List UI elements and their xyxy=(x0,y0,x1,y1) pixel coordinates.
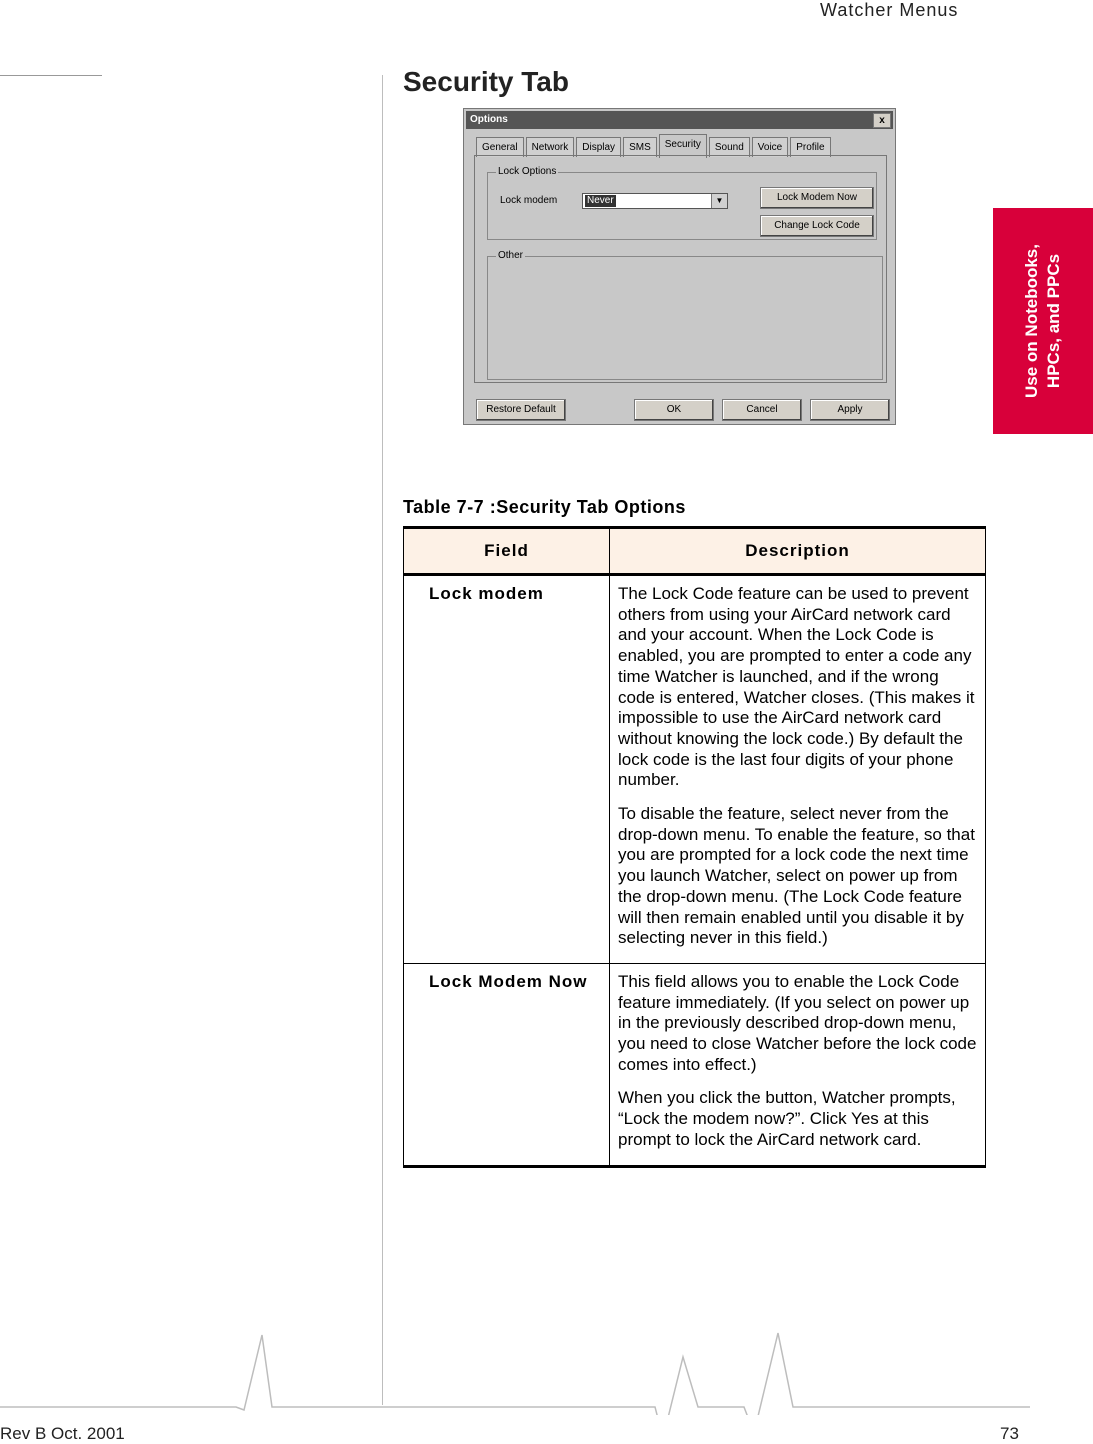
page-number: 73 xyxy=(1000,1424,1019,1443)
ok-button[interactable]: OK xyxy=(634,399,714,421)
margin-rule xyxy=(382,75,383,1405)
description-paragraph: When you click the button, Watcher prompts, “Lock the modem now?”. Click Yes at this prompt to lock the AirCard network card. xyxy=(618,1088,956,1149)
footer-wave-decoration xyxy=(0,1325,1093,1415)
header-field: Field xyxy=(404,528,610,575)
tab-sound[interactable]: Sound xyxy=(709,137,750,157)
security-tab-panel xyxy=(474,155,887,383)
table-row xyxy=(404,963,986,1166)
tab-network[interactable]: Network xyxy=(526,137,575,157)
tab-display[interactable]: Display xyxy=(576,137,621,157)
other-group xyxy=(487,250,883,380)
section-title: Security Tab xyxy=(403,66,569,97)
apply-button[interactable]: Apply xyxy=(810,399,890,421)
restore-default-button[interactable]: Restore Default xyxy=(476,399,566,421)
dialog-tabs xyxy=(476,137,833,157)
lock-modem-select[interactable] xyxy=(582,193,728,209)
row-field: Lock Modem Now xyxy=(404,963,610,1166)
chapter-side-tab xyxy=(993,208,1093,434)
tab-profile[interactable]: Profile xyxy=(790,137,830,157)
top-rule xyxy=(0,75,102,76)
close-icon[interactable]: x xyxy=(873,113,891,128)
change-lock-code-button[interactable]: Change Lock Code xyxy=(760,215,874,237)
security-options-table xyxy=(403,526,986,1168)
running-header: Watcher Menus xyxy=(820,0,959,20)
dialog-titlebar xyxy=(466,111,893,129)
side-tab-line-1: Use on Notebooks, xyxy=(1022,244,1041,398)
description-paragraph: The Lock Code feature can be used to prevent others from using your AirCard network card and your account. When the Lock Code is enabled, you are prompted to enter a code any time Watcher is launched, and if the wrong code is entered, Watcher closes. (This makes it impossible to use the AirCard network card without knowing the lock code.) By default the lock code is the last four digits of your phone number. xyxy=(618,584,975,790)
cancel-button[interactable]: Cancel xyxy=(722,399,802,421)
row-description xyxy=(610,963,986,1166)
table-header-row xyxy=(404,528,986,575)
description-paragraph: This field allows you to enable the Lock Code feature immediately. (If you select on power up in the previously described drop-down menu, you need to close Watcher before the lock code comes into effect.) xyxy=(618,971,977,1074)
lock-options-label: Lock Options xyxy=(498,166,557,177)
lock-modem-value: Never xyxy=(587,195,614,206)
side-tab-line-2: HPCs, and PPCs xyxy=(1044,253,1063,389)
description-paragraph: To disable the feature, select never from the drop-down menu. To enable the feature, so that you are prompted for a lock code the next time you launch Watcher, select on power up from the drop-down menu. (The Lock Code feature will then remain enabled until you disable it by selecting never in this field.) xyxy=(618,804,975,948)
lock-modem-now-button[interactable]: Lock Modem Now xyxy=(760,187,874,209)
row-field: Lock modem xyxy=(404,575,610,964)
dialog-title: Options xyxy=(470,114,508,125)
chevron-down-icon[interactable]: ▼ xyxy=(711,194,727,208)
footer-revision: Rev B Oct. 2001 xyxy=(0,1424,125,1443)
other-label: Other xyxy=(498,250,524,261)
options-dialog xyxy=(463,108,896,425)
tab-security[interactable]: Security xyxy=(659,134,707,158)
lock-modem-label: Lock modem xyxy=(500,195,558,206)
tab-sms[interactable]: SMS xyxy=(623,137,657,157)
table-row xyxy=(404,575,986,964)
header-description: Description xyxy=(610,528,986,575)
tab-voice[interactable]: Voice xyxy=(752,137,788,157)
tab-general[interactable]: General xyxy=(476,137,524,157)
lock-options-group xyxy=(487,166,877,240)
row-description xyxy=(610,575,986,964)
table-caption: Table 7-7 :Security Tab Options xyxy=(403,497,686,517)
